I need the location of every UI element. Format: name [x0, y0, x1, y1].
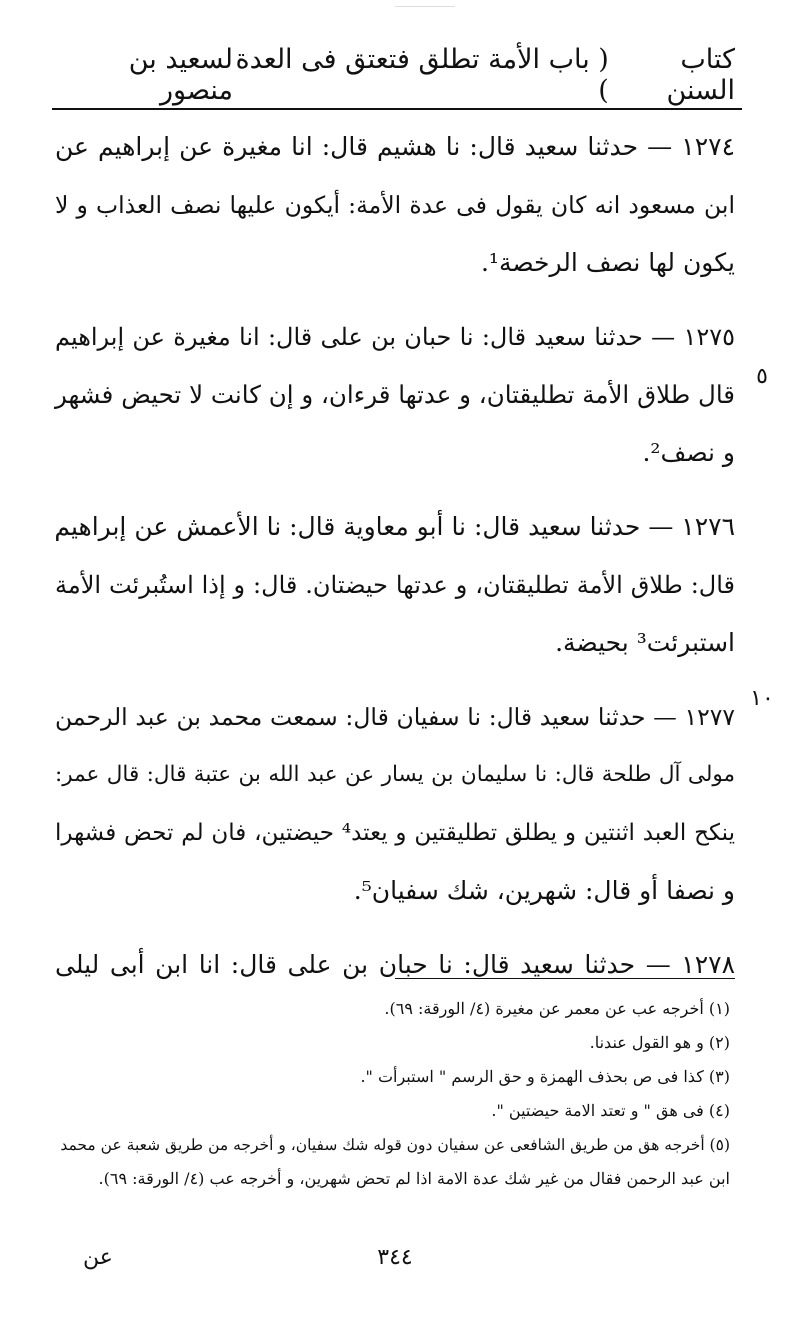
footnote-continuation: ابن عبد الرحمن فقال من غير شك عدة الامة اذا لم تحض شهرين، و أخرجه عب (٤/ الورقة: ٦٩). [98, 1169, 730, 1188]
hadith-text [55, 118, 735, 1010]
text-line: ١٢٧٥ — حدثنا سعيد قال: نا حبان بن على قال: انا مغيرة عن إبراهيم [55, 323, 735, 351]
running-header [55, 44, 735, 106]
margin-line-number: ٥ [756, 364, 768, 389]
text-line: و نصفا أو قال: شهرين، شك سفيان⁵. [353, 876, 735, 905]
footnote: (٥) أخرجه هق من طريق الشافعى عن سفيان دون قوله شك سفيان، و أخرجه من طريق شعبة عن محمد [60, 1136, 730, 1154]
header-rule [52, 108, 742, 110]
scan-mark [395, 6, 455, 7]
header-book-title: كتاب السنن [666, 44, 735, 106]
text-line: مولى آل طلحة قال: نا سليمان بن يسار عن عبد الله بن عتبة قال: قال عمر: [55, 762, 735, 787]
margin-line-number: ١٠ [750, 686, 774, 711]
hadith-1275 [55, 308, 735, 482]
page-number: ٣٤٤ [377, 1245, 413, 1270]
footnote-rule [395, 978, 735, 979]
text-line: ١٢٧٨ — حدثنا سعيد قال: نا حبان بن على قال: انا ابن أبى ليلى [55, 950, 735, 979]
hadith-1278 [55, 936, 735, 994]
text-line: ينكح العبد اثنتين و يطلق تطليقتين و يعتد⁴ حيضتين، فان لم تحض فشهرا [55, 820, 735, 846]
text-line: ١٢٧٧ — حدثنا سعيد قال: نا سفيان قال: سمعت محمد بن عبد الرحمن [55, 703, 735, 731]
footnotes [55, 992, 730, 1196]
text-line: ١٢٧٤ — حدثنا سعيد قال: نا هشيم قال: انا مغيرة عن إبراهيم عن [55, 132, 735, 161]
hadith-1277 [55, 688, 735, 920]
text-line: ابن مسعود انه كان يقول فى عدة الأمة: أيكون عليها نصف العذاب و لا [55, 191, 735, 219]
text-line: قال طلاق الأمة تطليقتان، و عدتها قرءان، و إن كانت لا تحيض فشهر [55, 380, 735, 409]
footnote: (١) أخرجه عب عن معمر عن مغيرة (٤/ الورقة: ٦٩). [384, 999, 730, 1018]
footnote: (٢) و هو القول عندنا. [589, 1033, 730, 1052]
text-line: يكون لها نصف الرخصة¹. [480, 248, 735, 277]
hadith-1276 [55, 498, 735, 672]
page-footer [55, 1245, 735, 1281]
hadith-1274 [55, 118, 735, 292]
footnote: (٣) كذا فى ص بحذف الهمزة و حق الرسم " استبرأت ". [360, 1067, 730, 1086]
text-line: استبرئت³ بحيضة. [555, 628, 735, 657]
footnote: (٤) فى هق " و تعتد الامة حيضتين ". [491, 1101, 730, 1120]
header-chapter-title: ( باب الأمة تطلق فتعتق فى العدة ) [235, 44, 609, 106]
catchword: عن [83, 1245, 113, 1270]
text-line: ١٢٧٦ — حدثنا سعيد قال: نا أبو معاوية قال: نا الأعمش عن إبراهيم [54, 512, 735, 541]
header-author: لسعيد بن منصور [128, 44, 234, 106]
text-line: قال: طلاق الأمة تطليقتان، و عدتها حيضتان. قال: و إذا استُبرئت الأمة [55, 571, 735, 599]
text-line: و نصف². [642, 438, 735, 467]
